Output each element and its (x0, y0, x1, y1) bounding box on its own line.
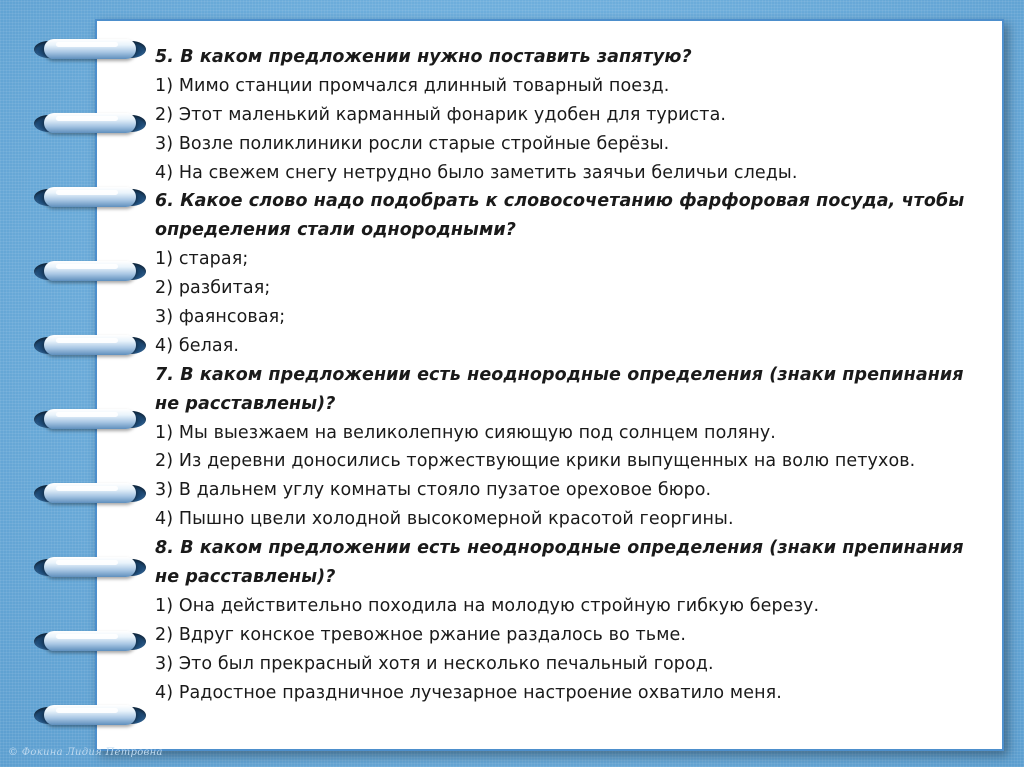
binder-ring (34, 38, 146, 60)
binder-ring (34, 556, 146, 578)
answer-8-3: 3) Это был прекрасный хотя и несколько печальный город. (155, 653, 714, 674)
question-6-line-1: 6. Какое слово надо подобрать к словосочетанию фарфоровая посуда, чтобы (155, 191, 965, 212)
question-7-line-1: 7. В каком предложении есть неоднородные определения (знаки препинания (155, 364, 964, 385)
answer-5-4: 4) На свежем снегу нетрудно было заметить заячьи беличьи следы. (155, 162, 798, 183)
answer-6-3: 3) фаянсовая; (155, 307, 286, 328)
question-8-line-1: 8. В каком предложении есть неоднородные определения (знаки препинания (155, 538, 964, 559)
question-8-line-2: не расставлены)? (155, 567, 336, 588)
binder-ring (34, 260, 146, 282)
binder-ring (34, 482, 146, 504)
answer-8-1: 1) Она действительно походила на молодую стройную гибкую березу. (155, 595, 820, 616)
answer-5-1: 1) Мимо станции промчался длинный товарный поезд. (155, 75, 670, 96)
binder-ring (34, 630, 146, 652)
answer-7-1: 1) Мы выезжаем на великолепную сияющую под солнцем поляну. (155, 422, 776, 443)
binder-ring (34, 186, 146, 208)
binder-ring (34, 334, 146, 356)
notebook-page (95, 19, 1004, 751)
answer-8-4: 4) Радостное праздничное лучезарное настроение охватило меня. (155, 682, 782, 703)
answer-7-3: 3) В дальнем углу комнаты стояло пузатое ореховое бюро. (155, 480, 712, 501)
copyright-signature: © Фокина Лидия Петровна (8, 747, 163, 758)
answer-7-4: 4) Пышно цвели холодной высокомерной красотой георгины. (155, 509, 734, 530)
question-5: 5. В каком предложении нужно поставить запятую? (155, 47, 692, 67)
binder-ring (34, 704, 146, 726)
answer-7-2: 2) Из деревни доносились торжествующие крики выпущенных на волю петухов. (155, 451, 916, 472)
answer-6-1: 1) старая; (155, 249, 249, 270)
answer-6-2: 2) разбитая; (155, 278, 271, 299)
question-7-line-2: не расставлены)? (155, 393, 336, 414)
quiz-content (155, 43, 1000, 707)
answer-8-2: 2) Вдруг конское тревожное ржание раздалось во тьме. (155, 624, 687, 645)
question-6-line-2: определения стали однородными? (155, 220, 516, 241)
answer-6-4: 4) белая. (155, 335, 239, 356)
binder-ring (34, 408, 146, 430)
answer-5-2: 2) Этот маленький карманный фонарик удобен для туриста. (155, 104, 727, 125)
answer-5-3: 3) Возле поликлиники росли старые стройные берёзы. (155, 133, 670, 154)
binder-ring (34, 112, 146, 134)
